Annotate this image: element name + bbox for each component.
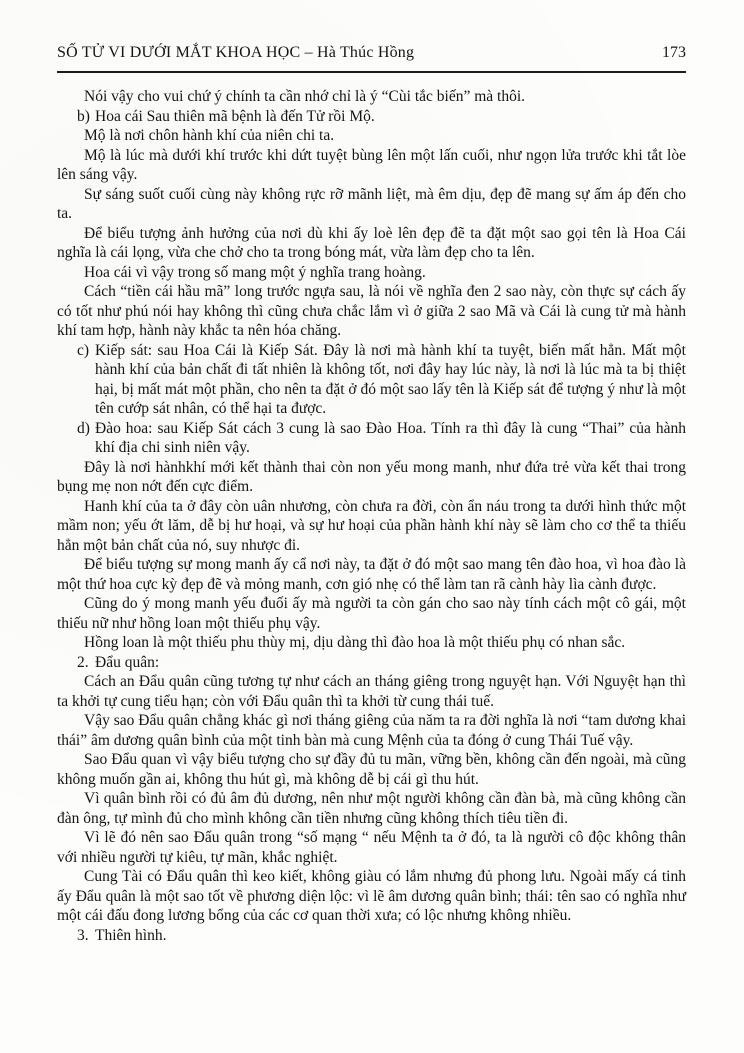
paragraph: Sự sáng suốt cuối cùng này không rực rỡ mãnh liệt, mà êm dịu, đẹp đẽ mang sự ấm áp đến cho ta.: [57, 185, 686, 222]
list-item-text: Kiếp sát: sau Hoa Cái là Kiếp Sát. Đây là nơi mà hành khí ta tuyệt, biến mất hẳn. Mất một hành khí của bản chất đi tất nhiên là không tốt, nơi đây hay lúc này, là nơi là lúc mà ta bị thiệt hại, bị mất mát một phần, cho nên ta đặt ở đó một sao lấy tên là Kiếp sát để tượng ý như là một tên cướp sát nhân, có thể hại ta được.: [95, 341, 686, 417]
page-number: 173: [662, 44, 686, 61]
paragraph: Sao Đẩu quan vì vậy biểu tượng cho sự đầy đủ tu mãn, vững bền, không cần đến ngoài, mà cũng không muốn gần ai, không thu hút gì, mà không dễ bị cái gì thu hút.: [57, 751, 686, 788]
paragraph: Hoa cái vì vậy trong số mang một ý nghĩa trang hoàng.: [84, 263, 426, 281]
list-item-text: Thiên hình.: [95, 926, 167, 944]
book-title: SỐ TỬ VI DƯỚI MẮT KHOA HỌC – Hà Thúc Hồng: [57, 44, 415, 61]
list-item-text: Đào hoa: sau Kiếp Sát cách 3 cung là sao Đào Hoa. Tính ra thì đây là cung “Thai” của hành khí địa chi sinh niên vậy.: [95, 419, 686, 456]
list-item: [57, 107, 686, 127]
paragraph: Cũng do ý mong manh yếu đuối ấy mà người ta còn gán cho sao này tính cách một cô gái, một thiếu nữ như hồng loan một thiếu phụ vậy.: [57, 595, 686, 632]
list-item-text: Hoa cái Sau thiên mã bệnh là đến Tử rồi Mộ.: [95, 107, 375, 125]
paragraph: Nói vậy cho vui chứ ý chính ta cần nhớ chỉ là ý “Cùi tắc biến” mà thôi.: [84, 88, 526, 105]
running-header: [57, 44, 686, 73]
list-marker: d): [77, 419, 90, 437]
list-item: [57, 341, 686, 419]
list-marker: c): [77, 341, 90, 359]
paragraph: Để biểu tượng ảnh hưởng của nơi dù khi ấy loè lên đẹp đẽ ta đặt một sao gọi tên là Hoa Cái nghĩa là cái lọng, vừa che chở cho ta trong bóng mát, vừa làm đẹp cho ta lên.: [57, 224, 686, 261]
paragraph: Cách an Đẩu quân cũng tương tự như cách an tháng giêng trong nguyệt hạn. Với Nguyệt hạn thì ta khởi tự cung tiểu hạn; còn với Đẩu quân thì ta khởi từ cung thái tuế.: [57, 673, 686, 710]
page-body: [57, 87, 686, 945]
list-marker: 2.: [77, 653, 89, 671]
list-marker: 3.: [77, 926, 89, 944]
paragraph: Vậy sao Đẩu quân chẳng khác gì nơi tháng giêng của năm ta ra đời nghĩa là nơi “tam dương khai thái” âm dương quân bình của một tinh bàn mà cung Mệnh của ta đóng ở cung Thái Tuế vậy.: [57, 712, 686, 749]
list-item: [57, 653, 686, 673]
paragraph: Vì lẽ đó nên sao Đẩu quân trong “số mạng “ nếu Mệnh ta ở đó, ta là người cô độc không thân với nhiều người tự kiêu, tự mãn, khắc nghiệt.: [57, 829, 686, 866]
list-item: [57, 926, 686, 946]
paragraph: Cách “tiền cái hầu mã” long trước ngựa sau, là nói về nghĩa đen 2 sao này, còn thực sự cách ấy có tốt như phú nói hay không thì cũng chưa chắc lắm vì ở giữa 2 sao Mã và Cái là cung tử mà hành khí tam hợp, hành này khắc ta nên hóa chăng.: [57, 283, 686, 339]
list-item: [57, 419, 686, 458]
paragraph: Hanh khí của ta ở đây còn uân nhương, còn chưa ra đời, còn ẩn náu trong ta dưới hình thức một mầm non; yếu ớt lăm, dễ bị hư hoại, và sự hư hoại của phần hành khí này sẽ làm cho cơ thể ta thiếu hẳn một bản chất của nó, suy nhược đi.: [57, 497, 686, 554]
paragraph: Mộ là lúc mà dưới khí trước khi dứt tuyệt bùng lên một lấn cuối, như ngọn lửa trước khi tắt lòe lên sáng vậy.: [57, 146, 686, 183]
list-marker: b): [77, 107, 90, 125]
paragraph: Cung Tài có Đẩu quân thì keo kiết, không giàu có lắm nhưng đủ phong lưu. Ngoài mấy cá tinh ấy Đẩu quân là một sao tốt về phương diện lộc: vì lẽ âm dương quân bình; thái: tên sao có nghĩa như một cái đấu đong lương bổng của các cơ quan thời xưa; có lộc nhưng không nhiều.: [57, 868, 686, 924]
paragraph: Vì quân bình rồi có đủ âm đủ dương, nên như một người không cần đàn bà, mà cũng không cần đàn ông, tự mình đủ cho mình không cần tiền nhưng cũng không thích tiêu tiền đi.: [57, 790, 686, 827]
paragraph: Hồng loan là một thiếu phu thùy mị, dịu dàng thì đào hoa là một thiếu phụ có nhan sắc.: [84, 634, 626, 651]
paragraph: Để biểu tượng sự mong manh ấy cẩ nơi này, ta đặt ở đó một sao mang tên đào hoa, vì hoa đào là một thứ hoa cực kỳ đẹp đẽ và mỏng manh, cơn gió nhẹ có thể làm tan rã cành hày lìa cành được.: [57, 556, 686, 593]
paragraph: Mộ là nơi chôn hành khí của niên chi ta.: [84, 127, 335, 144]
paragraph: Đây là nơi hànhkhí mới kết thành thai còn non yếu mong manh, như đứa trẻ vừa kết thai trong bụng mẹ non nớt đến cực điểm.: [57, 458, 686, 495]
list-item-text: Đẩu quân:: [95, 653, 160, 671]
